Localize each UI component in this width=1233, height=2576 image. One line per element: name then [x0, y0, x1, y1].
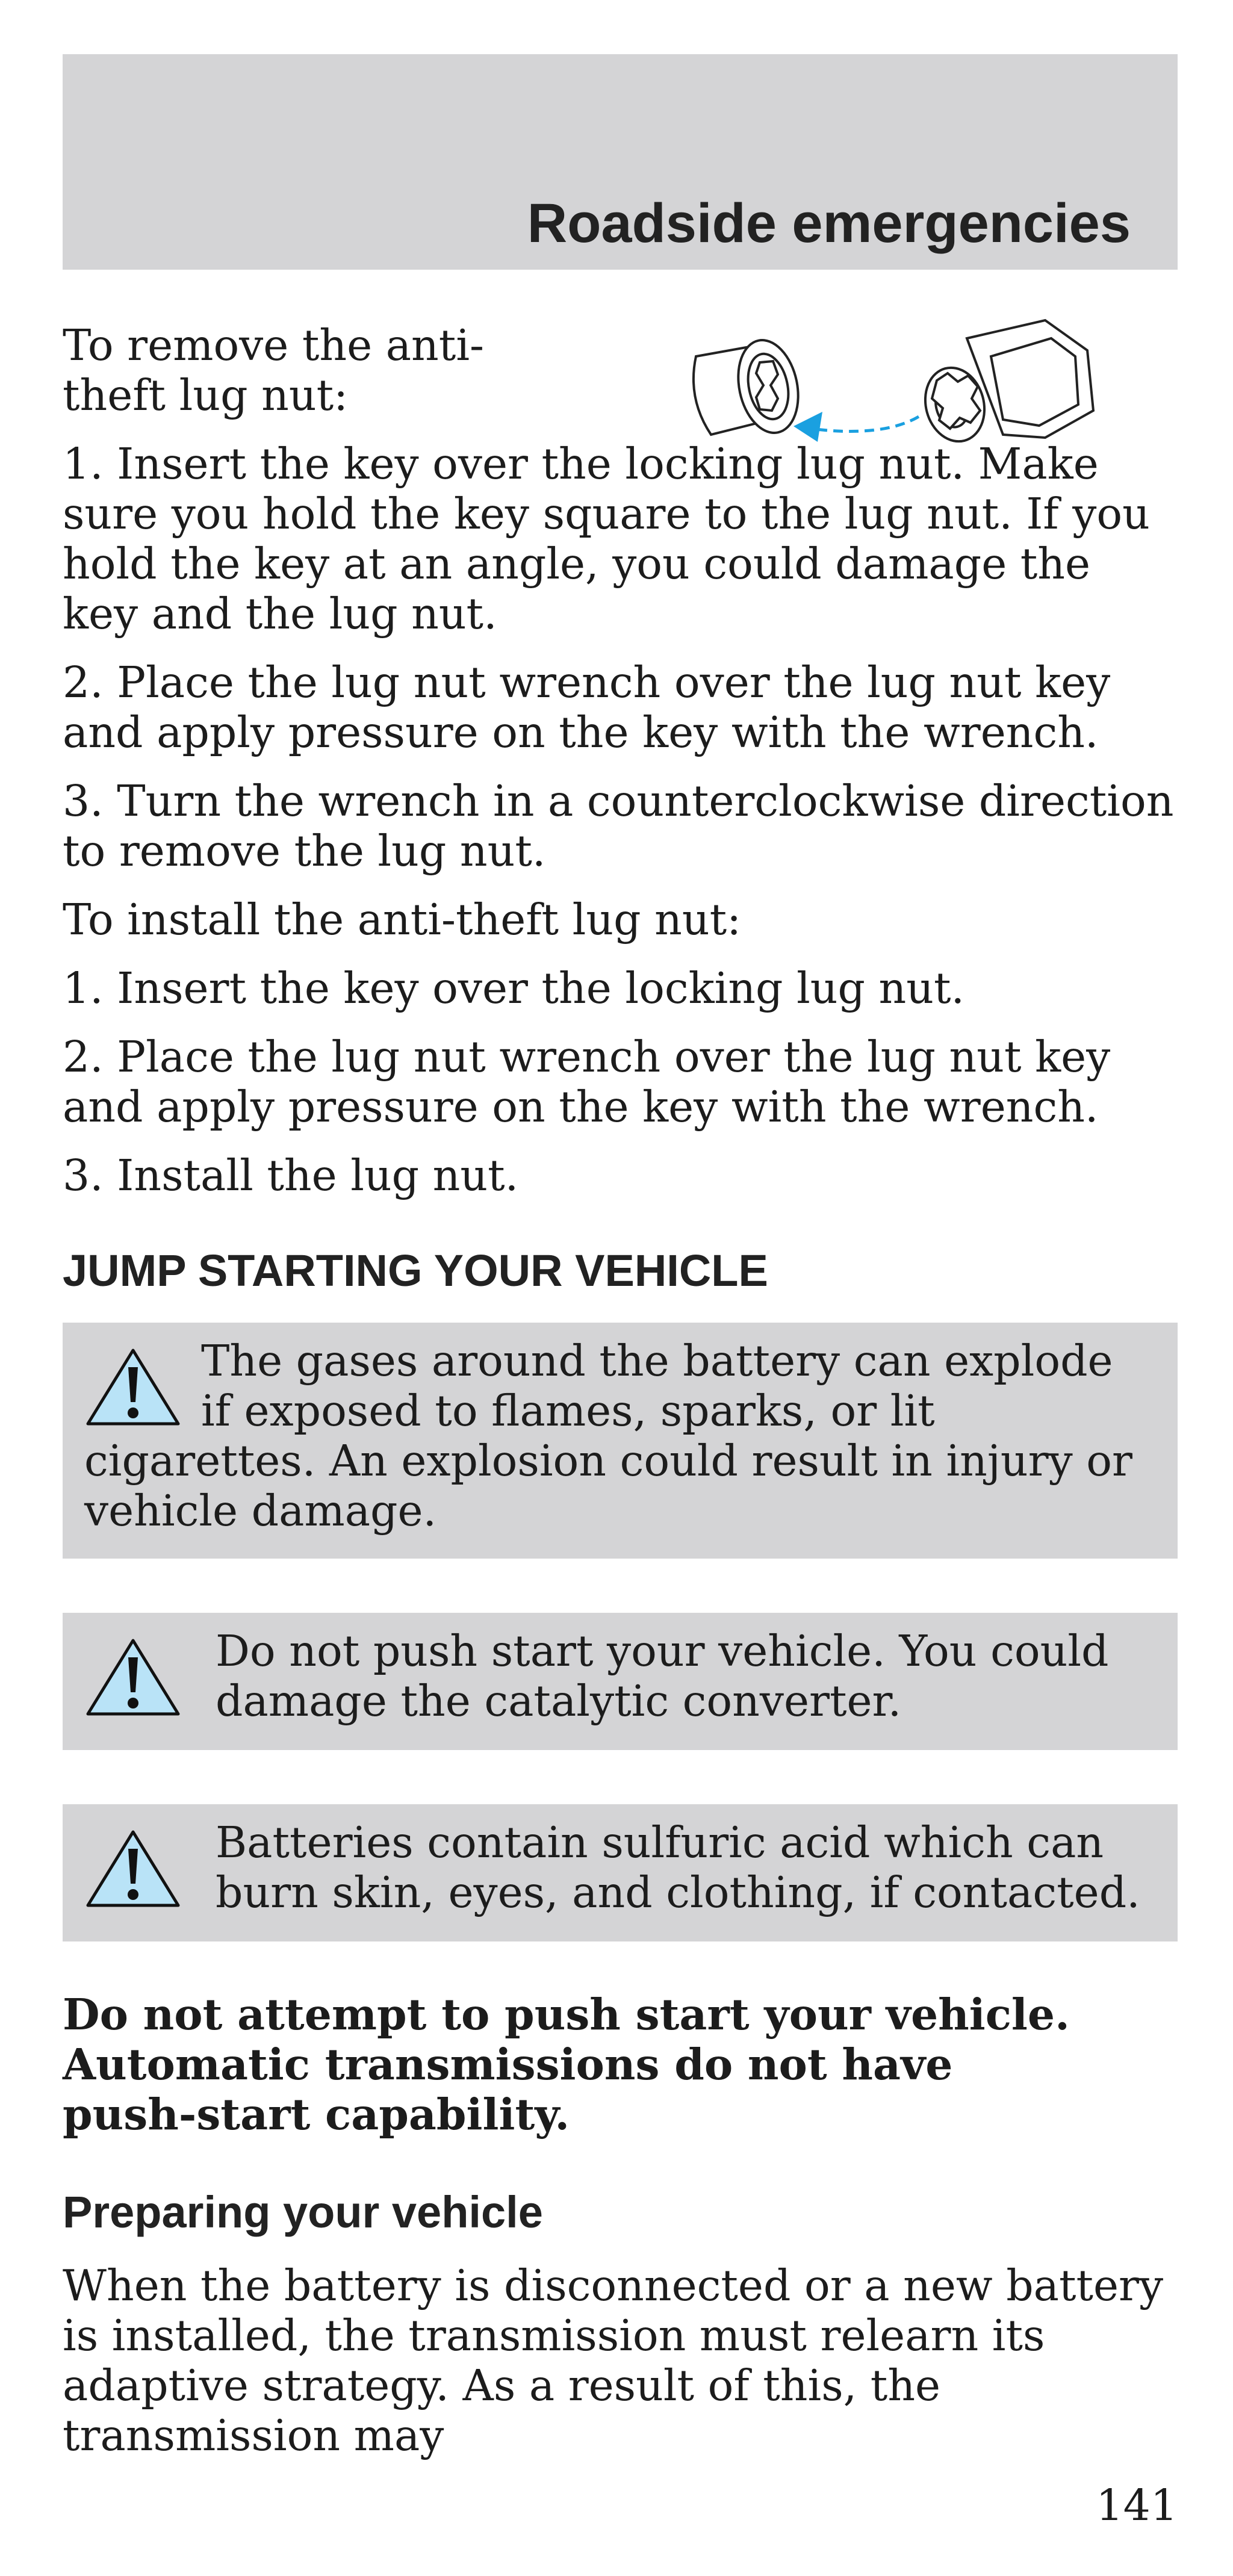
warning-triangle-icon	[84, 1637, 182, 1718]
install-step-3: 3. Install the lug nut.	[63, 1150, 519, 1200]
page-title: Roadside emergencies	[527, 193, 1131, 254]
warning-box-push-start	[63, 1613, 1178, 1750]
warning-box-acid	[63, 1804, 1178, 1941]
lug-nut-key-illustration	[654, 314, 1111, 477]
preparing-heading: Preparing your vehicle	[63, 2187, 543, 2237]
remove-step-1: 1. Insert the key over the locking lug nut. Make sure you hold the key square to the lug nut. If you hold the key at an angle, you could damage the key and the lug nut.	[63, 439, 1150, 639]
warning-triangle-icon	[84, 1828, 182, 1910]
warning-text-acid: Batteries contain sulfuric acid which can burn skin, eyes, and clothing, if contacted.	[216, 1817, 1140, 1917]
warning-text-push-start: Do not push start your vehicle. You could damage the catalytic converter.	[216, 1626, 1109, 1726]
jump-start-heading: JUMP STARTING YOUR VEHICLE	[63, 1246, 768, 1296]
warning-text-explosion: The gases around the battery can explode if exposed to flames, sparks, or lit cigarettes. An explosion could result in injury or vehicle damage.	[84, 1336, 1132, 1536]
preparing-text: When the battery is disconnected or a new battery is installed, the transmission must relearn its adaptive strategy. As a result of this, the transmission may	[63, 2261, 1164, 2460]
install-step-1: 1. Insert the key over the locking lug nut.	[63, 963, 965, 1013]
remove-section	[63, 320, 1178, 876]
warning-box-explosion	[63, 1323, 1178, 1559]
header-band	[63, 54, 1178, 270]
page-number: 141	[1096, 2480, 1178, 2530]
remove-step-3: 3. Turn the wrench in a counterclockwise direction to remove the lug nut.	[63, 776, 1174, 876]
warning-triangle-icon	[84, 1347, 182, 1428]
install-step-2: 2. Place the lug nut wrench over the lug nut key and apply pressure on the key with the wrench.	[63, 1032, 1111, 1132]
manual-page	[63, 54, 1178, 2460]
remove-step-2: 2. Place the lug nut wrench over the lug nut key and apply pressure on the key with the wrench.	[63, 657, 1111, 757]
push-start-note: Do not attempt to push start your vehicle. Automatic transmissions do not have push-start capability.	[63, 1989, 1070, 2140]
remove-intro: To remove the anti-theft lug nut:	[63, 320, 485, 420]
install-intro: To install the anti-theft lug nut:	[63, 895, 742, 945]
install-section	[63, 895, 1178, 1200]
